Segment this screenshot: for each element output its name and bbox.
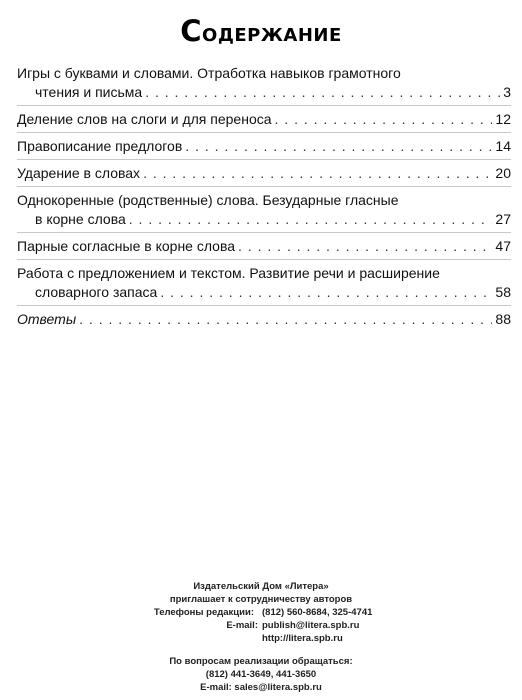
toc-entry-title: Игры с буквами и словами. Отработка навыков грамотного [17,65,401,81]
toc-entry-title: Деление слов на слоги и для переноса [17,111,272,127]
divider [17,186,511,187]
leader-dots [143,164,492,183]
leader-dots [275,110,493,129]
publisher-name: Издательский Дом «Литера» [193,581,329,592]
title-rest: одержание [202,18,342,47]
divider [17,105,511,106]
toc-page-number: 88 [495,311,511,327]
divider [17,159,511,160]
toc-entry[interactable] [17,264,511,302]
toc-entry-title: Однокоренные (родственные) слова. Безударные гласные [17,192,399,208]
leader-dots [145,83,500,102]
toc-page-number: 14 [495,138,511,154]
sales-email[interactable]: E-mail: sales@litera.spb.ru [200,682,322,693]
table-of-contents [17,64,511,329]
title-initial: С [180,14,203,48]
page-title [0,14,522,48]
sales-heading: По вопросам реализации обращаться: [169,656,353,667]
leader-dots [185,137,492,156]
divider [17,305,511,306]
toc-entry[interactable] [17,164,511,183]
toc-entry[interactable] [17,64,511,102]
divider [17,132,511,133]
toc-entry[interactable] [17,191,511,229]
toc-entry-title-cont: в корне слова [35,211,126,227]
toc-entry[interactable] [17,110,511,129]
publisher-invitation: приглашает к сотрудничеству авторов [169,594,353,605]
toc-entry-title: Ударение в словах [17,165,141,181]
website-link[interactable]: http://litera.spb.ru [262,633,343,644]
toc-page-number: 3 [503,84,511,100]
toc-entry[interactable] [17,310,511,329]
leader-dots [129,210,493,229]
toc-page-number: 58 [495,284,511,300]
toc-entry-title: Парные согласные в корне слова [17,238,236,254]
leader-dots [238,237,492,256]
toc-entry-title: Работа с предложением и текстом. Развитие речи и расширение [17,265,440,281]
toc-entry[interactable] [17,137,511,156]
email-label: E-mail: [226,620,258,631]
toc-entry-title-cont: словарного запаса [35,284,158,300]
toc-page-number: 47 [495,238,511,254]
leader-dots [160,283,492,302]
email-value[interactable]: publish@litera.spb.ru [262,620,360,631]
toc-page-number: 20 [495,165,511,181]
phones-label: Телефоны редакции: [153,607,254,618]
toc-entry[interactable] [17,237,511,256]
divider [17,232,511,233]
divider [17,259,511,260]
publisher-imprint [0,580,522,694]
toc-entry-title: Правописание предлогов [17,138,183,154]
phones-value: (812) 560-8684, 325-4741 [262,607,373,618]
toc-page-number: 12 [495,111,511,127]
sales-phones: (812) 441-3649, 441-3650 [205,669,317,680]
toc-entry-title: Ответы [17,311,77,327]
toc-entry-title-cont: чтения и письма [35,84,143,100]
toc-page-number: 27 [495,211,511,227]
leader-dots [79,310,492,329]
